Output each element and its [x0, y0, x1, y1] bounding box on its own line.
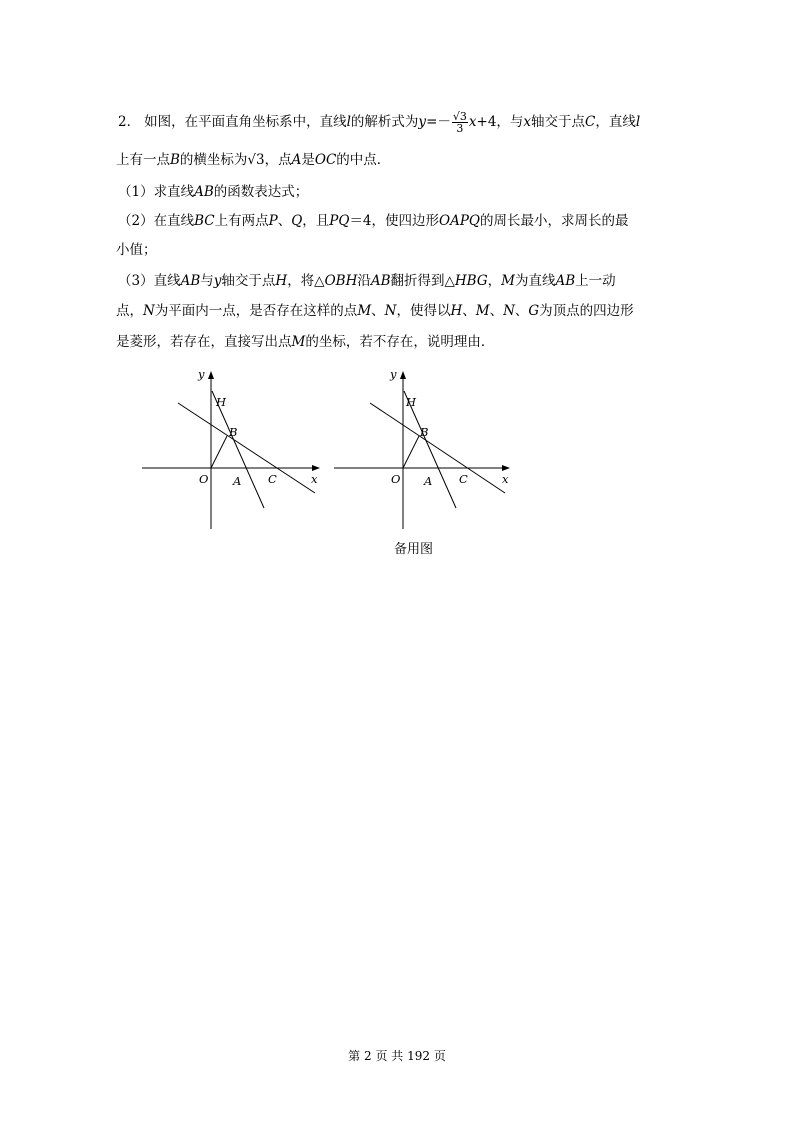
var: B [170, 152, 180, 168]
text: 与 [200, 273, 214, 289]
text: 上有一点 [116, 152, 170, 168]
text: 为平面内一点，是否存在这样的点 [154, 303, 358, 319]
var: P [268, 213, 278, 229]
text: =－ [426, 114, 451, 130]
var: M [501, 273, 515, 289]
text: 的周长最小，求周长的最 [480, 213, 629, 229]
y-axis-arrow-icon [208, 371, 214, 379]
text: +4，与 [476, 114, 524, 130]
var: M [291, 334, 306, 350]
label-h: H [216, 395, 227, 409]
var: HBG [454, 273, 488, 289]
text: 的中点． [336, 152, 391, 168]
problem-number: 2． [118, 114, 141, 130]
question-2-line-2 [116, 238, 157, 258]
label-h: H [406, 395, 417, 409]
text: ，将△ [287, 273, 325, 289]
text: 是 [301, 152, 315, 168]
label-a: A [424, 474, 433, 488]
text: 如图，在平面直角坐标系中，直线 [144, 114, 347, 130]
var: M [357, 303, 372, 319]
text: 的解析式为 [350, 114, 419, 130]
label-o: O [199, 472, 209, 486]
var: AB [555, 273, 576, 289]
text: 轴交于点 [221, 273, 276, 289]
text: 点， [116, 303, 143, 319]
var: BC [194, 213, 215, 229]
text: ， [487, 273, 502, 289]
label-b: B [420, 425, 429, 439]
label-y: y [198, 367, 205, 381]
page-footer [0, 1047, 794, 1064]
var: G [528, 303, 540, 319]
var: l [346, 114, 351, 130]
text: 上有两点 [214, 213, 269, 229]
current-page-number: 2 [363, 1049, 372, 1063]
var: AB [370, 273, 391, 289]
segment-ob [403, 436, 419, 468]
text: 为直线 [514, 273, 556, 289]
text: 、 [371, 303, 385, 319]
var: y [418, 114, 427, 130]
text: 是菱形，若存在，直接写出点 [116, 334, 292, 350]
var: C [585, 114, 596, 130]
coordinate-figure-backup [332, 366, 522, 536]
text: 、 [462, 303, 476, 319]
var: x [523, 114, 532, 130]
var: x [468, 114, 477, 130]
y-axis-arrow-icon [400, 371, 406, 379]
problem-line-1 [118, 110, 640, 134]
var: l [635, 114, 641, 130]
text: 的坐标，若不存在，说明理由． [305, 334, 495, 350]
fraction-denominator: 3 [456, 122, 464, 135]
footer-text: 第 [348, 1049, 361, 1063]
var: M [475, 303, 490, 319]
text: 、 [514, 303, 529, 319]
var: H [275, 273, 288, 289]
label-o: O [391, 472, 401, 486]
var: OBH [324, 273, 358, 289]
fraction-numerator: √3 [452, 110, 467, 123]
question-3-line-2 [116, 299, 634, 319]
text: 沿 [357, 273, 371, 289]
text: 、 [489, 303, 504, 319]
text: （2）在直线 [118, 213, 195, 229]
text: 、 [277, 213, 292, 229]
x-axis-arrow-icon [502, 465, 510, 471]
label-x: x [502, 472, 509, 486]
var: Q [291, 213, 303, 229]
label-y: y [390, 367, 397, 381]
text: 轴交于点 [531, 114, 586, 130]
var: AB [180, 273, 201, 289]
var: OAPQ [439, 213, 480, 229]
text: ，使得以 [396, 303, 451, 319]
text: ，直线 [595, 114, 636, 130]
var: y [213, 273, 222, 289]
text: 为顶点的四边形 [539, 303, 634, 319]
var: N [503, 303, 515, 319]
label-x: x [311, 472, 318, 486]
label-b: B [229, 425, 238, 439]
text: 翻折得到△ [390, 273, 455, 289]
var: OC [314, 152, 337, 168]
total-page-count: 192 [407, 1049, 431, 1063]
coordinate-figure-main [140, 366, 330, 536]
text: 小值； [116, 242, 157, 258]
label-c: C [459, 472, 468, 486]
var: AB [194, 184, 214, 200]
var: N [143, 303, 155, 319]
question-2 [118, 209, 629, 229]
label-c: C [268, 472, 277, 486]
figure-caption: 备用图 [394, 542, 434, 557]
question-3 [118, 269, 616, 289]
text: （1）求直线 [118, 184, 195, 200]
label-a: A [233, 474, 242, 488]
text: 上一动 [575, 273, 616, 289]
text: ，且 [302, 213, 330, 229]
text: 的函数表达式； [213, 184, 309, 200]
fraction [452, 111, 468, 134]
var: H [450, 303, 463, 319]
var: A [291, 152, 302, 168]
text: ，点 [264, 152, 292, 168]
text: 的横坐标为 [179, 152, 248, 168]
footer-text: 页 共 [375, 1049, 404, 1063]
footer-text: 页 [433, 1049, 446, 1063]
var: PQ [329, 213, 350, 229]
text: ＝4，使四边形 [349, 213, 440, 229]
x-axis-arrow-icon [312, 465, 320, 471]
var: N [384, 303, 397, 319]
sqrt: √3 [247, 152, 265, 168]
segment-ob [211, 436, 227, 468]
question-1 [118, 180, 308, 200]
text: （3）直线 [118, 273, 181, 289]
problem-line-2 [116, 148, 390, 168]
question-3-line-3 [116, 330, 494, 350]
